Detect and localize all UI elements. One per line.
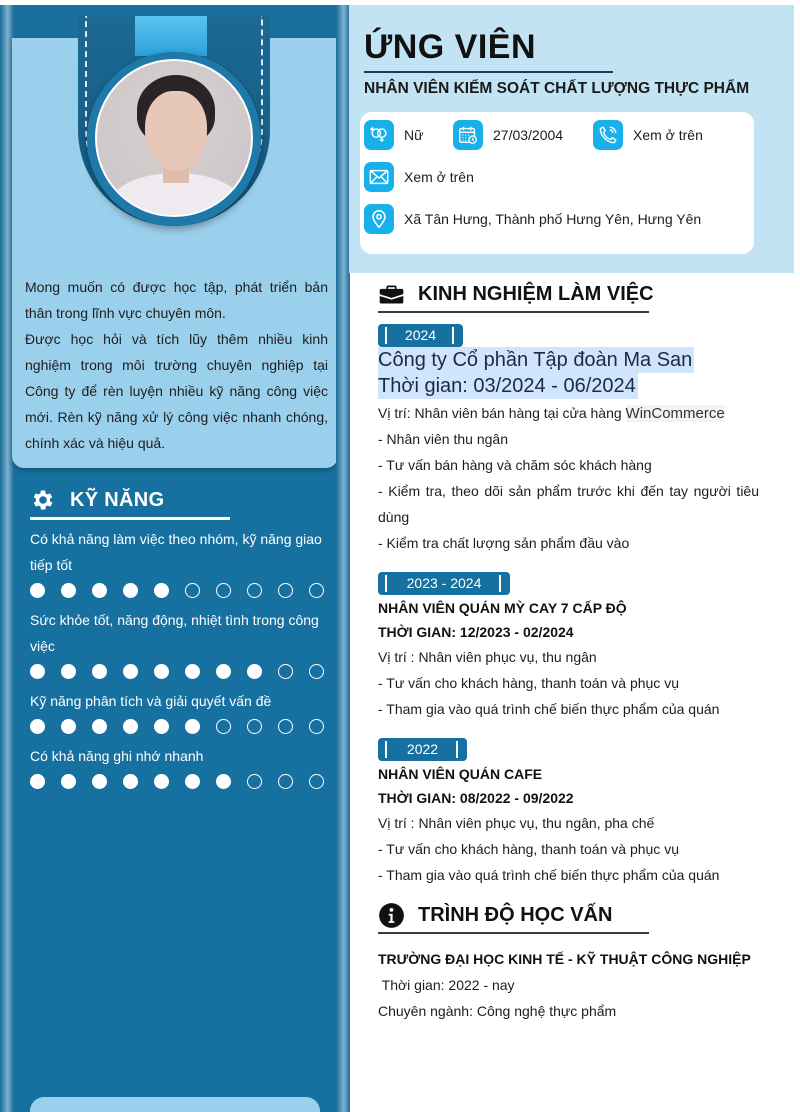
company-name: Công ty Cổ phần Tập đoàn Ma San — [378, 349, 693, 371]
rating-dot-filled — [92, 664, 107, 679]
period-badge: 2023 - 2024 — [378, 572, 510, 595]
education-heading — [378, 902, 612, 929]
skill-label: Có khả năng ghi nhớ nhanh — [30, 748, 204, 764]
company-name: NHÂN VIÊN QUÁN CAFE — [378, 766, 543, 782]
gender-field — [364, 120, 423, 150]
education-major: Chuyên ngành: Công nghệ thực phẩm — [378, 1003, 617, 1019]
gender-icon — [364, 120, 394, 150]
rating-dot-empty — [247, 774, 262, 789]
rating-dot-filled — [30, 719, 45, 734]
rating-dot-filled — [185, 664, 200, 679]
job-duty: - Kiểm tra chất lượng sản phẩm đầu vào — [378, 535, 630, 551]
rating-dot-empty — [216, 583, 231, 598]
job-duty: - Tư vấn cho khách hàng, thanh toán và phục vụ — [378, 675, 679, 691]
experience-divider — [378, 311, 649, 313]
briefcase-icon — [378, 281, 405, 308]
rating-dot-filled — [30, 774, 45, 789]
gear-icon — [30, 487, 56, 513]
rating-dot-filled — [123, 583, 138, 598]
skill-item — [30, 688, 330, 735]
avatar[interactable] — [95, 59, 253, 217]
job-position: Vị trí : Nhân viên phục vụ, thu ngân — [378, 649, 597, 665]
school-name: TRƯỜNG ĐẠI HỌC KINH TẾ - KỸ THUẬT CÔNG NGHIỆP — [378, 951, 751, 967]
job-time: Thời gian: 03/2024 - 06/2024 — [378, 375, 636, 397]
experience-heading — [378, 281, 654, 308]
education-time: Thời gian: 2022 - nay — [378, 977, 515, 993]
rating-dot-filled — [92, 583, 107, 598]
rating-dot-filled — [216, 774, 231, 789]
name-divider — [364, 71, 613, 73]
education-title: TRÌNH ĐỘ HỌC VẤN — [418, 904, 613, 926]
skill-rating — [30, 772, 330, 790]
rating-dot-filled — [216, 664, 231, 679]
rating-dot-filled — [123, 664, 138, 679]
calendar-icon — [453, 120, 483, 150]
job-duty: - Tham gia vào quá trình chế biến thực phẩm của quán — [378, 701, 720, 717]
rating-dot-empty — [247, 719, 262, 734]
rating-dot-filled — [92, 719, 107, 734]
job-position: Vị trí : Nhân viên phục vụ, thu ngân, pha chế — [378, 815, 655, 831]
skill-label: Sức khỏe tốt, năng động, nhiệt tình trong công việc — [30, 612, 319, 654]
address-field — [364, 204, 701, 234]
rating-dot-filled — [123, 719, 138, 734]
rating-dot-filled — [185, 774, 200, 789]
ribbon-strip — [135, 16, 207, 56]
skill-rating — [30, 717, 330, 735]
rating-dot-empty — [278, 664, 293, 679]
rating-dot-filled — [61, 583, 76, 598]
gender-value: Nữ — [404, 127, 424, 143]
birthday-value: 27/03/2004 — [493, 127, 564, 143]
location-pin-icon — [364, 204, 394, 234]
info-icon — [378, 902, 405, 929]
email-field — [364, 162, 474, 192]
skill-item — [30, 743, 330, 790]
objective-paragraph-1: Mong muốn có được học tập, phát triển bản thân trong lĩnh vực chuyên môn. — [25, 279, 328, 321]
period-badge: 2024 — [378, 324, 463, 347]
avatar-frame — [87, 52, 261, 226]
phone-icon — [593, 120, 623, 150]
job-position — [378, 400, 759, 427]
rating-dot-empty — [309, 774, 324, 789]
rating-dot-empty — [278, 583, 293, 598]
rating-dot-filled — [154, 719, 169, 734]
job-duty: - Tham gia vào quá trình chế biến thực phẩm của quán — [378, 867, 720, 883]
skill-label: Kỹ năng phân tích và giải quyết vấn đề — [30, 693, 272, 709]
rating-dot-filled — [123, 774, 138, 789]
rating-dot-empty — [278, 719, 293, 734]
skills-title: KỸ NĂNG — [70, 488, 165, 511]
position-text: Vị trí: Nhân viên bán hàng tại cửa hàng — [378, 405, 626, 421]
skill-item — [30, 526, 330, 599]
rating-dot-empty — [309, 719, 324, 734]
period-badge: 2022 — [378, 738, 467, 761]
skill-rating — [30, 662, 330, 680]
rating-dot-filled — [154, 774, 169, 789]
phone-value: Xem ở trên — [633, 127, 703, 143]
skills-heading — [30, 487, 164, 513]
skills-divider — [30, 517, 230, 520]
job-duty: - Tư vấn cho khách hàng, thanh toán và phục vụ — [378, 841, 679, 857]
job-title: NHÂN VIÊN KIỂM SOÁT CHẤT LƯỢNG THỰC PHẨM — [364, 80, 750, 97]
education-divider — [378, 932, 649, 934]
rating-dot-filled — [154, 664, 169, 679]
address-value: Xã Tân Hưng, Thành phố Hưng Yên, Hưng Yên — [404, 211, 702, 227]
candidate-name: ỨNG VIÊN — [364, 28, 537, 66]
objective-paragraph-2: Được học hỏi và tích lũy thêm nhiều kinh nghiệm trong môi trường chuyên nghiệp tại Công ty để rèn luyện nhiều kỹ năng công việc mới. Rèn kỹ năng xử lý công việc nhanh chóng, chính xác và hiệu quả. — [25, 331, 328, 451]
phone-field — [593, 120, 703, 150]
envelope-icon — [364, 162, 394, 192]
rating-dot-empty — [247, 583, 262, 598]
job-duty: - Nhân viên thu ngân — [378, 431, 508, 447]
skills-list — [30, 526, 330, 798]
rating-dot-filled — [61, 719, 76, 734]
job-time: THỜI GIAN: 12/2023 - 02/2024 — [378, 624, 574, 640]
skill-label: Có khả năng làm việc theo nhóm, kỹ năng giao tiếp tốt — [30, 531, 322, 573]
email-value: Xem ở trên — [404, 169, 474, 185]
job-duty: - Kiểm tra, theo dõi sản phẩm trước khi đến tay người tiêu dùng — [378, 483, 759, 525]
rating-dot-filled — [185, 719, 200, 734]
rating-dot-filled — [30, 664, 45, 679]
rating-dot-filled — [61, 664, 76, 679]
rating-dot-empty — [278, 774, 293, 789]
rating-dot-filled — [92, 774, 107, 789]
rating-dot-empty — [216, 719, 231, 734]
job-duty: - Tư vấn bán hàng và chăm sóc khách hàng — [378, 457, 652, 473]
experience-title: KINH NGHIỆM LÀM VIỆC — [418, 283, 654, 305]
birthday-field — [453, 120, 563, 150]
skill-rating — [30, 581, 330, 599]
rating-dot-filled — [61, 774, 76, 789]
rating-dot-filled — [154, 583, 169, 598]
rating-dot-empty — [185, 583, 200, 598]
rating-dot-empty — [309, 583, 324, 598]
rating-dot-filled — [30, 583, 45, 598]
rating-dot-empty — [309, 664, 324, 679]
career-objective — [25, 274, 328, 456]
job-time: THỜI GIAN: 08/2022 - 09/2022 — [378, 790, 574, 806]
skill-item — [30, 607, 330, 680]
company-name: NHÂN VIÊN QUÁN MỲ CAY 7 CẤP ĐỘ — [378, 600, 627, 616]
sidebar-bottom-card — [30, 1097, 320, 1112]
rating-dot-filled — [247, 664, 262, 679]
position-brand: WinCommerce — [625, 405, 725, 422]
